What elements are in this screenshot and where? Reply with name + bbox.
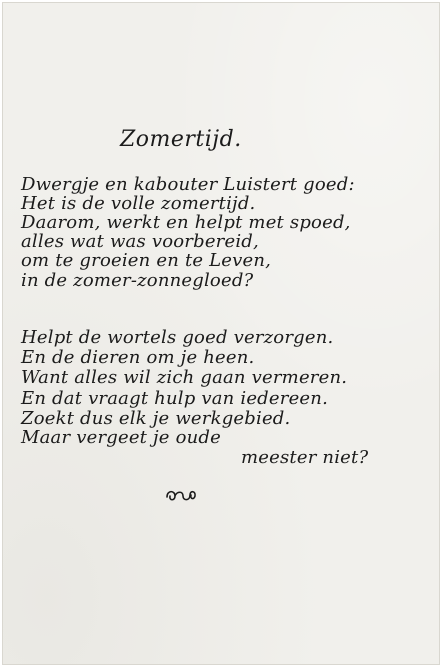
stanza-2-line-4: En dat vraagt hulp van iedereen. xyxy=(21,388,328,409)
stanza-2-line-7: meester niet? xyxy=(241,447,369,468)
stanza-2-line-5: Zoekt dus elk je werkgebied. xyxy=(21,408,291,429)
stanza-1-line-1: Dwergje en kabouter Luistert goed: xyxy=(21,174,355,195)
stanza-2-line-6: Maar vergeet je oude xyxy=(21,427,221,448)
stanza-1-line-6: in de zomer-zonnegloed? xyxy=(21,270,254,291)
stanza-2-line-2: En de dieren om je heen. xyxy=(21,347,255,368)
poem-title: Zomertijd. xyxy=(120,127,242,152)
stanza-1-line-2: Het is de volle zomertijd. xyxy=(21,193,256,214)
stanza-2-line-1: Helpt de wortels goed verzorgen. xyxy=(21,327,334,348)
stanza-1-line-3: Daarom, werkt en helpt met spoed, xyxy=(21,212,351,233)
flourish-ornament-icon xyxy=(163,485,199,505)
stanza-2-line-3: Want alles wil zich gaan vermeren. xyxy=(21,367,348,388)
stanza-1-line-4: alles wat was voorbereid, xyxy=(21,231,259,252)
paper-sheet xyxy=(2,2,440,665)
stanza-1-line-5: om te groeien en te Leven, xyxy=(21,250,272,271)
